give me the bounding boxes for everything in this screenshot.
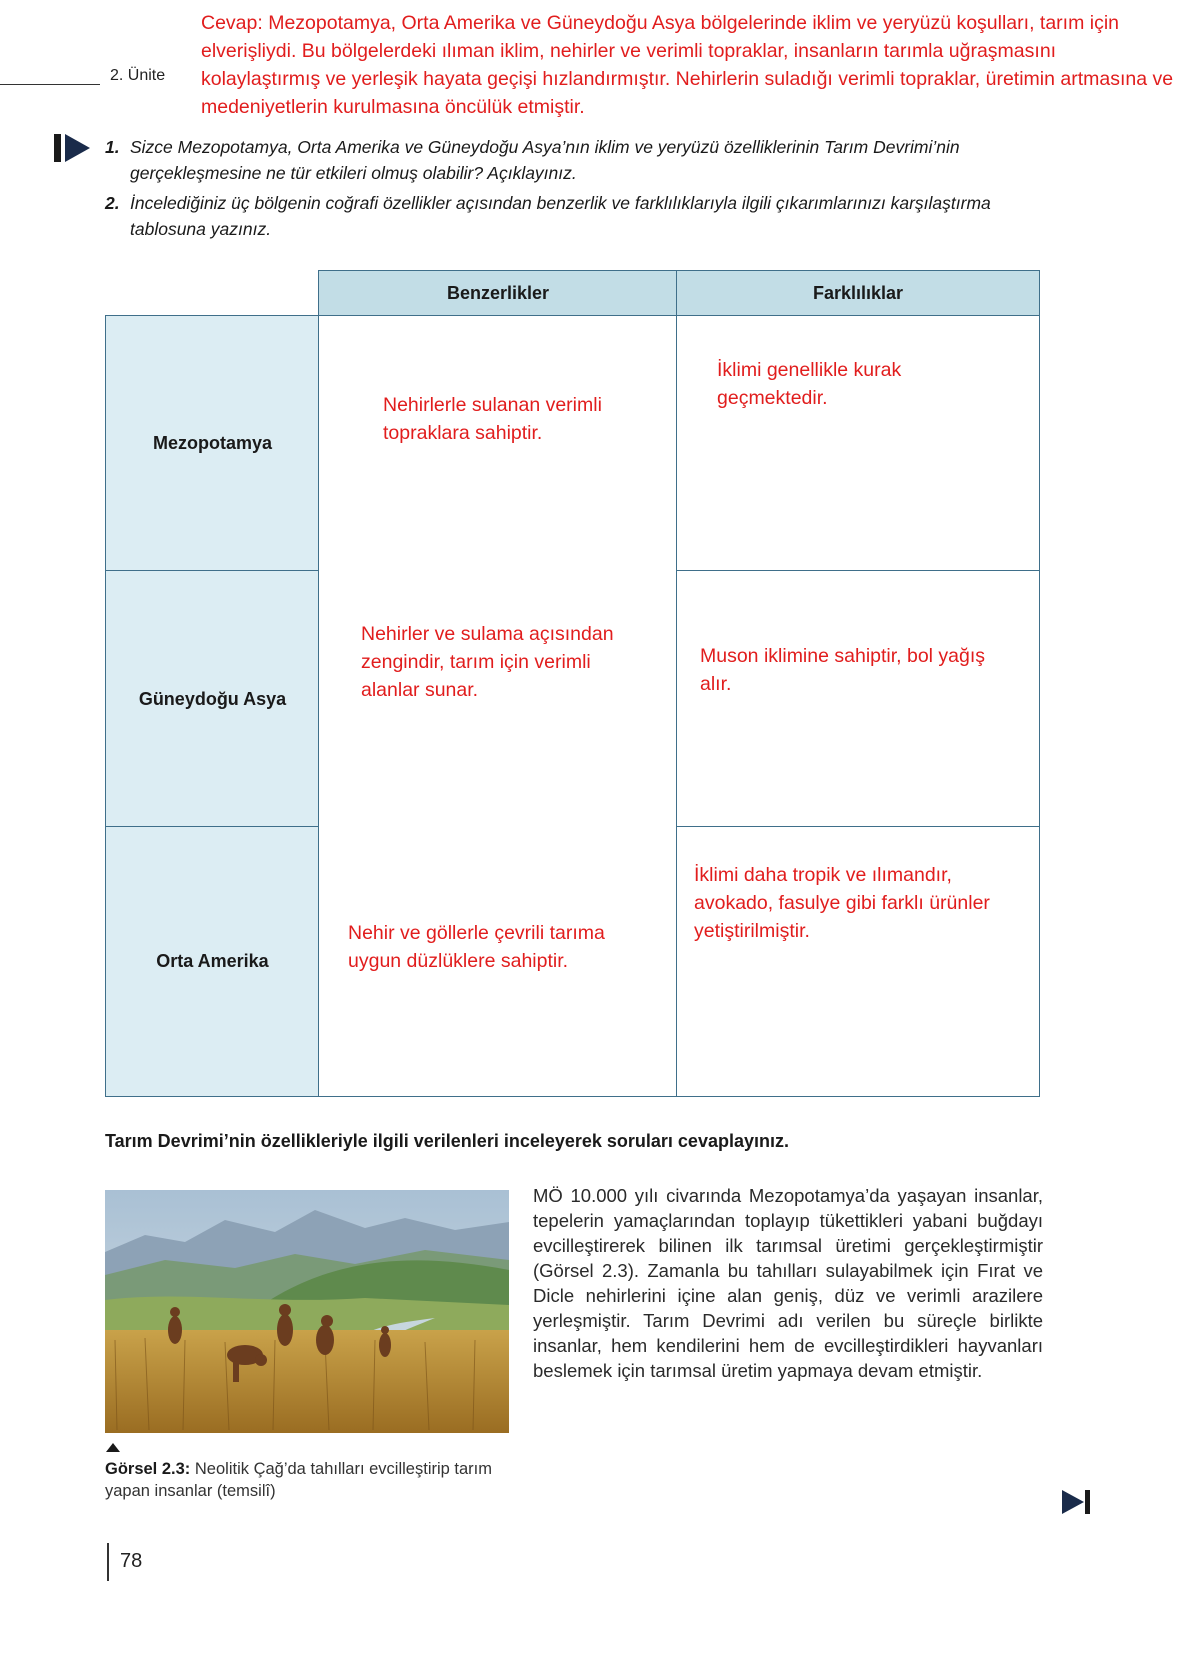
row-label-guneydogu-asya: Güneydoğu Asya [105, 570, 320, 828]
question-number: 2. [105, 193, 120, 213]
question-item [105, 190, 1055, 242]
answer-text: Cevap: Mezopotamya, Orta Amerika ve Güneydoğu Asya bölgelerinde iklim ve yeryüzü koşulları, tarım için elverişliydi. Bu bölgelerdeki ılıman iklim, nehirler ve verimli topraklar, insanların tarımla uğraşmasını kolaylaştırmış ve yerleşik hayata geçişi hızlandırmıştır. Nehirlerin suladığı verimli topraklar, üretimin artmasına ve medeniyetlerin kurulmasına öncülük etmiştir. [201, 12, 1174, 118]
header-similarities: Benzerlikler [318, 270, 678, 317]
page-number-divider [107, 1543, 109, 1581]
header-differences: Farklılıklar [676, 270, 1040, 317]
figure-caption [105, 1458, 505, 1502]
question-item [105, 134, 1055, 186]
comparison-table [105, 270, 1040, 1097]
similarity-mezopotamya: Nehirlerle sulanan verimli topraklara sahiptir. [383, 394, 602, 444]
similarity-orta-amerika: Nehir ve göllerle çevrili tarıma uygun düzlüklere sahiptir. [348, 922, 605, 972]
neolithic-farming-image [105, 1190, 509, 1433]
question-number: 1. [105, 137, 120, 157]
difference-cell-mezopotamya [676, 315, 1040, 572]
page-number: 78 [120, 1550, 143, 1572]
next-page-icon [1062, 1490, 1092, 1514]
play-icon [54, 134, 90, 162]
section-title: Tarım Devrimi’nin özellikleriyle ilgili verilenleri inceleyerek soruları cevaplayınız. [105, 1131, 789, 1151]
difference-mezopotamya: İklimi genellikle kurak geçmektedir. [717, 359, 902, 409]
difference-cell-guneydogu-asya [676, 570, 1040, 828]
row-label-mezopotamya: Mezopotamya [105, 315, 320, 572]
unit-label: 2. Ünite [110, 67, 166, 84]
section-paragraph: MÖ 10.000 yılı civarında Mezopotamya’da yaşayan insanlar, tepelerin yamaçlarından toplayıp tükettikleri yabani buğdayı evcilleştirerek bilinen ilk tarımsal üretimi gerçekleştirmiştir (Görsel 2.3). Zamanla bu tahılları sulayabilmek için Fırat ve Dicle nehirlerini içine alan geniş, düz ve verimli arazilere yerleşmiştir. Tarım Devrimi adı verilen bu süreçle birlikte insanlar, hem kendilerini hem de evcilleştirdikleri hayvanları beslemek için tarımsal üretim yapmaya devam etmiştir. [533, 1185, 1043, 1381]
figure-caption-text: Neolitik Çağ’da tahılları evcilleştirip tarım yapan insanlar (temsilî) [105, 1460, 492, 1500]
figure-label: Görsel 2.3: [105, 1460, 191, 1478]
row-label-orta-amerika: Orta Amerika [105, 826, 320, 1097]
question-text: İncelediğiniz üç bölgenin coğrafi özellikler açısından benzerlik ve farklılıklarıyla ilgili çıkarımlarınızı karşılaştırma tablosuna yazınız. [130, 193, 991, 239]
unit-divider-line [0, 84, 100, 85]
similarity-guneydogu-asya: Nehirler ve sulama açısından zengindir, tarım için verimli alanlar sunar. [361, 623, 614, 701]
question-list [105, 134, 1055, 246]
difference-orta-amerika: İklimi daha tropik ve ılımandır, avokado, fasulye gibi farklı ürünler yetiştirilmiştir. [694, 864, 990, 942]
question-text: Sizce Mezopotamya, Orta Amerika ve Güneydoğu Asya’nın iklim ve yeryüzü özelliklerinin Tarım Devrimi’nin gerçekleşmesine ne tür etkileri olmuş olabilir? Açıklayınız. [130, 137, 960, 183]
caption-pointer-icon [106, 1443, 120, 1452]
difference-guneydogu-asya: Muson iklimine sahiptir, bol yağış alır. [700, 645, 986, 695]
